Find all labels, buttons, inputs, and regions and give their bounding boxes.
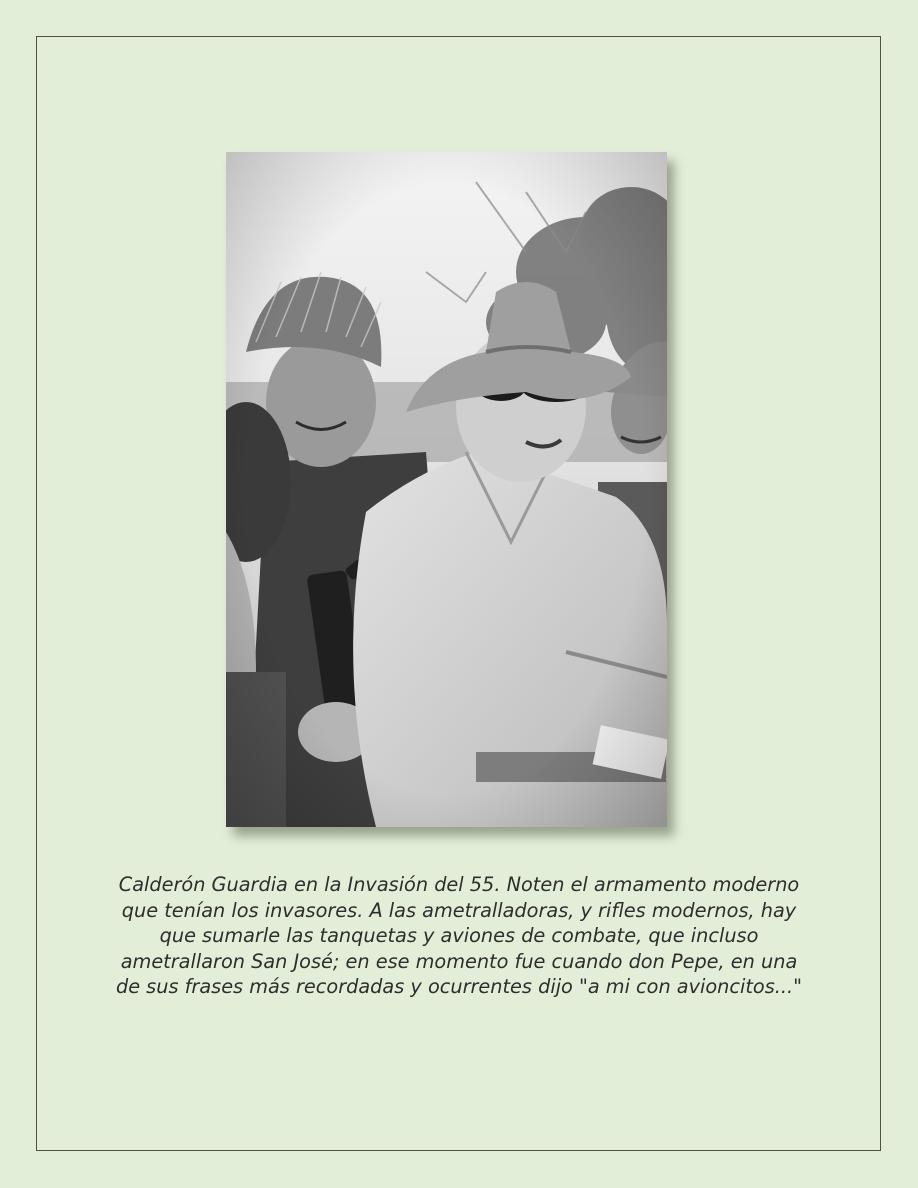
historical-photo	[226, 152, 667, 827]
photo-caption: Calderón Guardia en la Invasión del 55. Noten el armamento moderno que tenían los invasores. A las ametralladoras, y rifles modernos, hay que sumarle las tanquetas y aviones de combate, que incluso ametrallaron San José; en ese momento fue cuando don Pepe, en una de sus frases más recordadas y ocurrentes dijo "a mi con avioncitos..."	[115, 873, 803, 999]
